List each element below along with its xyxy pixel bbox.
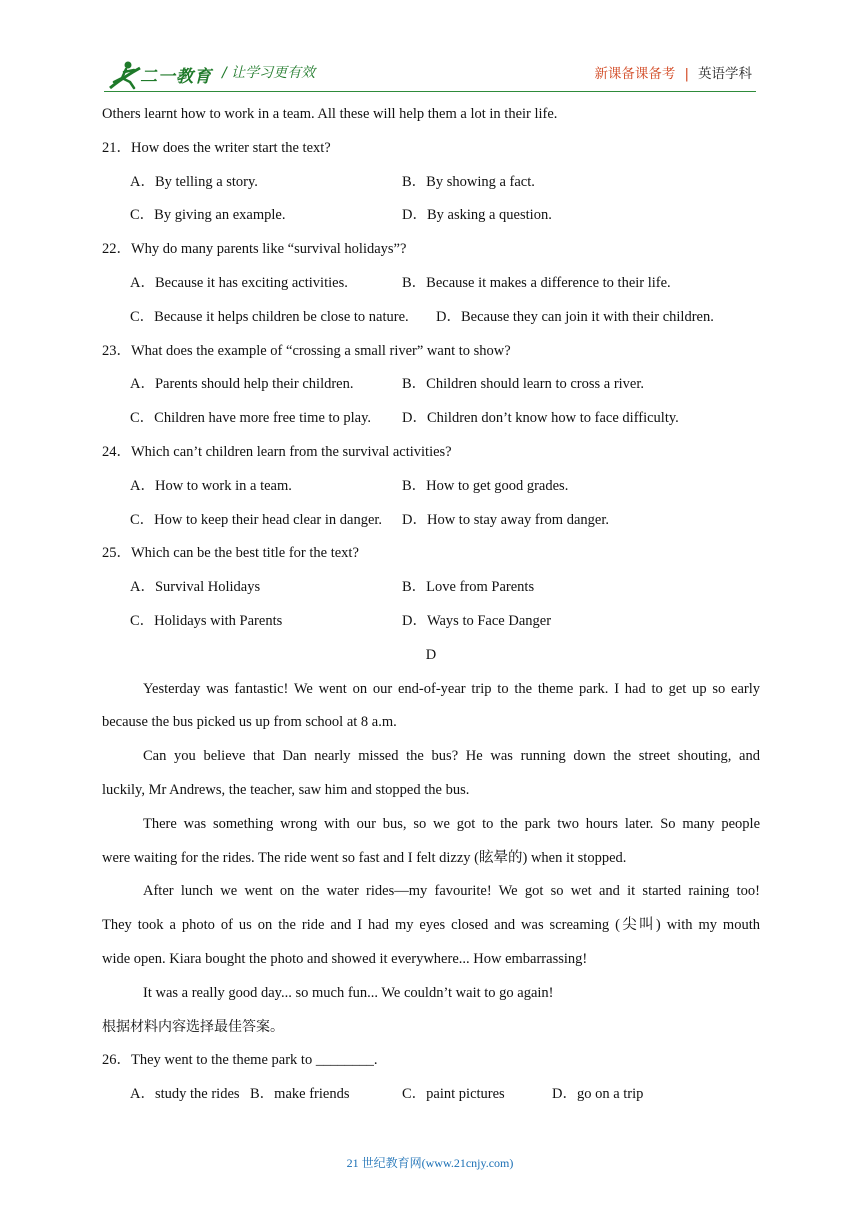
passage-line: After lunch we went on the water rides—my favourite! We got so wet and it started raining too! [143, 883, 760, 900]
passage-last-line: Others learnt how to work in a team. All these will help them a lot in their life. [102, 106, 558, 122]
option-c[interactable]: C．Children have more free time to play. [130, 410, 372, 427]
option-row [102, 374, 760, 408]
page-header [0, 0, 860, 100]
question-stem: 21．How does the writer start the text? [102, 139, 331, 156]
passage-line: luckily, Mr Andrews, the teacher, saw him and stopped the bus. [102, 781, 470, 798]
option-b[interactable]: B．How to get good grades. [402, 477, 569, 494]
option-b[interactable]: B．Children should learn to cross a river. [402, 376, 645, 393]
option-d[interactable]: D．Because they can join it with their children. [436, 308, 714, 325]
option-row [102, 476, 760, 510]
passage-line: There was something wrong with our bus, so we got to the park two hours later. So many people [143, 815, 760, 832]
option-d[interactable]: D．Ways to Face Danger [402, 612, 552, 629]
header-slogan: / 让学习更有效 [222, 65, 316, 81]
option-c[interactable]: C．Holidays with Parents [130, 612, 283, 629]
option-c[interactable]: C．Because it helps children be close to nature. [130, 308, 409, 325]
passage-line: were waiting for the rides. The ride went so fast and I felt dizzy (眩晕的) when it stopped. [102, 849, 627, 866]
header-course-label: 新课备课备考 [594, 66, 676, 82]
option-row [102, 307, 760, 341]
question-stem: 24．Which can’t children learn from the survival activities? [102, 443, 452, 460]
option-b[interactable]: B．Because it makes a difference to their life. [402, 274, 671, 291]
option-d[interactable]: D．go on a trip [552, 1086, 644, 1103]
option-row [102, 205, 760, 239]
instruction-text: 根据材料内容选择最佳答案。 [102, 1018, 284, 1035]
question-stem: 25．Which can be the best title for the text? [102, 545, 359, 562]
question-stem: 23．What does the example of “crossing a small river” want to show? [102, 342, 511, 359]
option-row [102, 611, 760, 645]
header-rule [104, 91, 756, 92]
option-row [102, 408, 760, 442]
option-b[interactable]: B．Love from Parents [402, 579, 535, 596]
option-a[interactable]: A．Because it has exciting activities. [130, 274, 348, 291]
option-c[interactable]: C．paint pictures [402, 1086, 505, 1103]
option-a[interactable]: A．Parents should help their children. [130, 376, 354, 393]
option-b[interactable]: B．make friends [250, 1086, 350, 1103]
option-d[interactable]: D．Children don’t know how to face difficulty. [402, 410, 679, 427]
logo-text: 二一教育 [140, 67, 212, 87]
passage-line: It was a really good day... so much fun... We couldn’t wait to go again! [143, 984, 554, 1001]
passage-line: They took a photo of us on the ride and I had my eyes closed and was screaming (尖叫) with my mouth [102, 917, 760, 934]
option-c[interactable]: C．How to keep their head clear in danger. [130, 511, 383, 528]
option-row [102, 510, 760, 544]
option-a[interactable]: A．Survival Holidays [130, 579, 261, 596]
option-a[interactable]: A．study the rides [130, 1086, 240, 1103]
option-row [102, 172, 760, 206]
option-a[interactable]: A．How to work in a team. [130, 477, 292, 494]
passage-line: wide open. Kiara bought the photo and showed it everywhere... How embarrassing! [102, 950, 588, 967]
section-label: D [425, 646, 437, 663]
header-subject [594, 62, 752, 82]
page-body [102, 104, 760, 1118]
question-stem: 22．Why do many parents like “survival holidays”? [102, 241, 407, 258]
option-row [102, 1084, 760, 1118]
passage-line: Can you believe that Dan nearly missed the bus? He was running down the street shouting, and [143, 748, 760, 765]
option-b[interactable]: B．By showing a fact. [402, 173, 535, 190]
passage-line: Yesterday was fantastic! We went on our end-of-year trip to the theme park. I had to get up so early [143, 680, 760, 697]
header-subject-label: 英语学科 [698, 66, 752, 82]
option-row [102, 577, 760, 611]
option-d[interactable]: D．How to stay away from danger. [402, 511, 609, 528]
option-d[interactable]: D．By asking a question. [402, 207, 552, 224]
option-c[interactable]: C．By giving an example. [130, 207, 286, 224]
passage-line: because the bus picked us up from school at 8 a.m. [102, 714, 397, 731]
option-a[interactable]: A．By telling a story. [130, 173, 258, 190]
header-separator: | [684, 66, 689, 82]
page-footer[interactable]: 21 世纪教育网(www.21cnjy.com) [346, 1156, 514, 1170]
question-stem: 26．They went to the theme park to ________. [102, 1052, 378, 1069]
option-row [102, 273, 760, 307]
